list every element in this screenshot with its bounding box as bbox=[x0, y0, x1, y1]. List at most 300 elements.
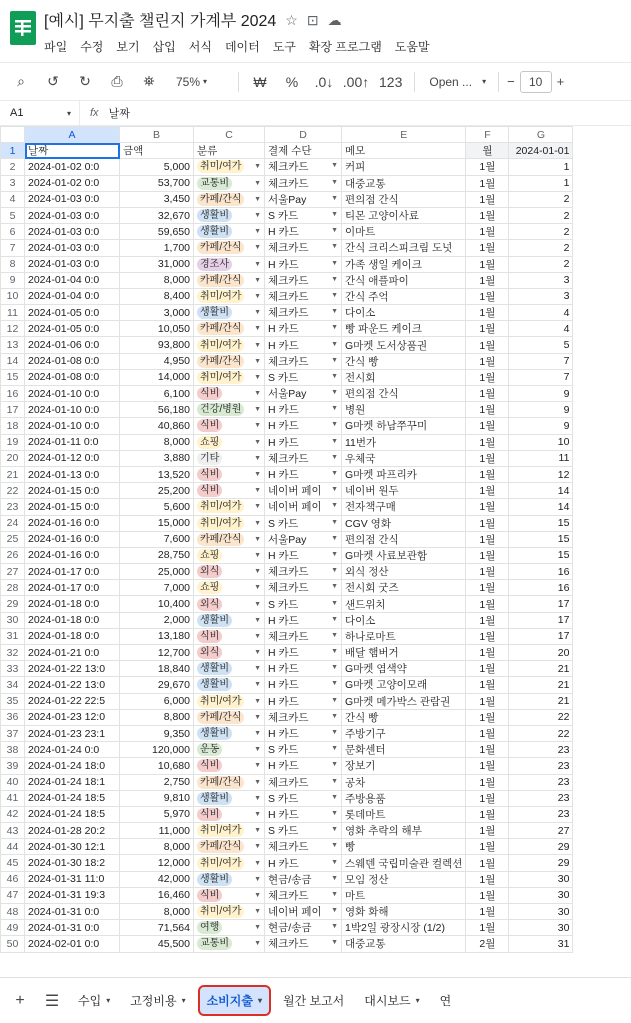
cell-date[interactable]: 2024-01-23 12:0 bbox=[25, 709, 120, 725]
cell-amount[interactable]: 25,000 bbox=[120, 564, 194, 580]
cell-memo[interactable]: G마켓 사료보관함 bbox=[342, 547, 466, 563]
cell-category[interactable] bbox=[194, 920, 265, 936]
cell-category[interactable] bbox=[194, 402, 265, 418]
row-header[interactable]: 17 bbox=[1, 402, 25, 418]
dropdown-arrow-icon[interactable]: ▼ bbox=[254, 730, 261, 738]
dropdown-arrow-icon[interactable]: ▼ bbox=[254, 163, 261, 171]
cell-memo[interactable]: 모임 정산 bbox=[342, 871, 466, 887]
cell-amount[interactable]: 1,700 bbox=[120, 240, 194, 256]
header-cell[interactable]: 메모 bbox=[342, 143, 466, 159]
table-row[interactable] bbox=[1, 272, 573, 288]
cell-category[interactable] bbox=[194, 207, 265, 223]
cell-memo[interactable]: 다이소 bbox=[342, 612, 466, 628]
row-header[interactable]: 25 bbox=[1, 531, 25, 547]
dropdown-arrow-icon[interactable]: ▼ bbox=[254, 616, 261, 624]
dropdown-arrow-icon[interactable]: ▼ bbox=[331, 340, 338, 348]
print-icon[interactable]: ⎙ bbox=[111, 73, 123, 89]
table-row[interactable] bbox=[1, 418, 573, 434]
cell-day[interactable]: 5 bbox=[509, 337, 573, 353]
dropdown-arrow-icon[interactable]: ▼ bbox=[254, 390, 261, 398]
cell-month[interactable]: 1월 bbox=[466, 564, 509, 580]
cell-date[interactable]: 2024-01-11 0:0 bbox=[25, 434, 120, 450]
cell-day[interactable]: 12 bbox=[509, 466, 573, 482]
dropdown-arrow-icon[interactable]: ▼ bbox=[254, 746, 261, 754]
cell-day[interactable]: 4 bbox=[509, 305, 573, 321]
cell-date[interactable]: 2024-01-24 18:0 bbox=[25, 758, 120, 774]
cell-payment-method[interactable] bbox=[265, 418, 342, 434]
cell-month[interactable]: 1월 bbox=[466, 434, 509, 450]
cell-memo[interactable]: CGV 영화 bbox=[342, 515, 466, 531]
cloud-status-icon[interactable]: ☁ bbox=[327, 11, 342, 28]
cell-payment-method[interactable] bbox=[265, 725, 342, 741]
cell-amount[interactable]: 5,600 bbox=[120, 499, 194, 515]
cell-day[interactable]: 1 bbox=[509, 159, 573, 175]
table-row[interactable] bbox=[1, 661, 573, 677]
row-header[interactable]: 15 bbox=[1, 369, 25, 385]
dropdown-arrow-icon[interactable]: ▼ bbox=[331, 437, 338, 445]
cell-amount[interactable]: 13,180 bbox=[120, 628, 194, 644]
cell-payment-method[interactable] bbox=[265, 483, 342, 499]
cell-memo[interactable]: G마켓 염색약 bbox=[342, 661, 466, 677]
row-header[interactable]: 5 bbox=[1, 207, 25, 223]
cell-amount[interactable]: 16,460 bbox=[120, 887, 194, 903]
cell-day[interactable]: 29 bbox=[509, 839, 573, 855]
chevron-down-icon[interactable]: ▾ bbox=[181, 996, 186, 1005]
cell-amount[interactable]: 9,810 bbox=[120, 790, 194, 806]
cell-date[interactable]: 2024-01-03 0:0 bbox=[25, 224, 120, 240]
dropdown-arrow-icon[interactable]: ▼ bbox=[331, 826, 338, 834]
cell-memo[interactable]: 네이버 원두 bbox=[342, 483, 466, 499]
cell-amount[interactable]: 9,350 bbox=[120, 725, 194, 741]
cell-date[interactable]: 2024-01-28 20:2 bbox=[25, 823, 120, 839]
table-row[interactable] bbox=[1, 434, 573, 450]
cell-amount[interactable]: 6,100 bbox=[120, 386, 194, 402]
cell-category[interactable] bbox=[194, 434, 265, 450]
cell-day[interactable]: 23 bbox=[509, 758, 573, 774]
dropdown-arrow-icon[interactable]: ▼ bbox=[331, 421, 338, 429]
cell-category[interactable] bbox=[194, 871, 265, 887]
dropdown-arrow-icon[interactable]: ▼ bbox=[254, 244, 261, 252]
cell-memo[interactable]: 영화 추락의 해부 bbox=[342, 823, 466, 839]
dropdown-arrow-icon[interactable]: ▼ bbox=[254, 794, 261, 802]
dropdown-arrow-icon[interactable]: ▼ bbox=[254, 535, 261, 543]
more-formats-button[interactable]: 123 bbox=[379, 73, 403, 90]
dropdown-arrow-icon[interactable]: ▼ bbox=[254, 357, 261, 365]
table-row[interactable] bbox=[1, 499, 573, 515]
table-row[interactable] bbox=[1, 515, 573, 531]
dropdown-arrow-icon[interactable]: ▼ bbox=[254, 341, 261, 349]
row-header[interactable]: 43 bbox=[1, 823, 25, 839]
increase-font-size-button[interactable]: + bbox=[556, 74, 565, 89]
dropdown-arrow-icon[interactable]: ▼ bbox=[331, 405, 338, 413]
cell-date[interactable]: 2024-01-03 0:0 bbox=[25, 207, 120, 223]
cell-date[interactable]: 2024-01-31 0:0 bbox=[25, 904, 120, 920]
dropdown-arrow-icon[interactable]: ▼ bbox=[331, 518, 338, 526]
cell-month[interactable]: 1월 bbox=[466, 920, 509, 936]
table-row[interactable] bbox=[1, 887, 573, 903]
cell-amount[interactable]: 120,000 bbox=[120, 742, 194, 758]
column-header-g[interactable]: G bbox=[509, 127, 573, 143]
cell-memo[interactable]: 간식 빵 bbox=[342, 709, 466, 725]
dropdown-arrow-icon[interactable]: ▼ bbox=[254, 940, 261, 948]
dropdown-arrow-icon[interactable]: ▼ bbox=[254, 810, 261, 818]
cell-category[interactable] bbox=[194, 305, 265, 321]
cell-payment-method[interactable] bbox=[265, 288, 342, 304]
cell-memo[interactable]: 스웨덴 국립미술관 컬렉션 bbox=[342, 855, 466, 871]
row-header[interactable]: 45 bbox=[1, 855, 25, 871]
dropdown-arrow-icon[interactable]: ▼ bbox=[331, 842, 338, 850]
dropdown-arrow-icon[interactable]: ▼ bbox=[254, 406, 261, 414]
dropdown-arrow-icon[interactable]: ▼ bbox=[331, 162, 338, 170]
dropdown-arrow-icon[interactable]: ▼ bbox=[331, 372, 338, 380]
cell-payment-method[interactable] bbox=[265, 580, 342, 596]
dropdown-arrow-icon[interactable]: ▼ bbox=[254, 713, 261, 721]
cell-memo[interactable]: 외식 정산 bbox=[342, 564, 466, 580]
cell-memo[interactable]: 공차 bbox=[342, 774, 466, 790]
cell-month[interactable]: 1월 bbox=[466, 547, 509, 563]
table-row[interactable] bbox=[1, 806, 573, 822]
row-header[interactable]: 9 bbox=[1, 272, 25, 288]
table-row[interactable] bbox=[1, 547, 573, 563]
cell-category[interactable] bbox=[194, 531, 265, 547]
dropdown-arrow-icon[interactable]: ▼ bbox=[254, 373, 261, 381]
cell-memo[interactable]: 티몬 고양이사료 bbox=[342, 207, 466, 223]
sheet-tab-dashboard[interactable] bbox=[356, 986, 427, 1015]
dropdown-arrow-icon[interactable]: ▼ bbox=[331, 745, 338, 753]
cell-month[interactable]: 1월 bbox=[466, 466, 509, 482]
cell-month[interactable]: 1월 bbox=[466, 224, 509, 240]
search-icon[interactable]: ⌕ bbox=[17, 73, 25, 89]
cell-month[interactable]: 1월 bbox=[466, 612, 509, 628]
dropdown-arrow-icon[interactable]: ▼ bbox=[331, 874, 338, 882]
dropdown-arrow-icon[interactable]: ▼ bbox=[331, 567, 338, 575]
row-header[interactable]: 8 bbox=[1, 256, 25, 272]
cell-day[interactable]: 14 bbox=[509, 483, 573, 499]
table-row[interactable] bbox=[1, 321, 573, 337]
dropdown-arrow-icon[interactable]: ▼ bbox=[254, 519, 261, 527]
row-header[interactable]: 11 bbox=[1, 305, 25, 321]
row-header[interactable]: 39 bbox=[1, 758, 25, 774]
cell-category[interactable] bbox=[194, 580, 265, 596]
cell-month[interactable]: 1월 bbox=[466, 677, 509, 693]
table-row[interactable] bbox=[1, 612, 573, 628]
dropdown-arrow-icon[interactable]: ▼ bbox=[254, 778, 261, 786]
column-header-d[interactable]: D bbox=[265, 127, 342, 143]
cell-memo[interactable]: 전자책구매 bbox=[342, 499, 466, 515]
cell-memo[interactable]: 영화 화해 bbox=[342, 904, 466, 920]
add-sheet-icon[interactable]: + bbox=[15, 991, 25, 1009]
row-header[interactable]: 33 bbox=[1, 661, 25, 677]
dropdown-arrow-icon[interactable]: ▼ bbox=[254, 584, 261, 592]
cell-date[interactable]: 2024-01-31 0:0 bbox=[25, 920, 120, 936]
dropdown-arrow-icon[interactable]: ▼ bbox=[254, 471, 261, 479]
dropdown-arrow-icon[interactable]: ▼ bbox=[254, 438, 261, 446]
column-header-a[interactable]: A bbox=[25, 127, 120, 143]
cell-payment-method[interactable] bbox=[265, 369, 342, 385]
cell-payment-method[interactable] bbox=[265, 434, 342, 450]
row-header[interactable]: 19 bbox=[1, 434, 25, 450]
cell-date[interactable]: 2024-01-16 0:0 bbox=[25, 547, 120, 563]
cell-day[interactable]: 7 bbox=[509, 369, 573, 385]
dropdown-arrow-icon[interactable]: ▼ bbox=[331, 275, 338, 283]
cell-date[interactable]: 2024-01-16 0:0 bbox=[25, 531, 120, 547]
dropdown-arrow-icon[interactable]: ▼ bbox=[331, 648, 338, 656]
cell-category[interactable] bbox=[194, 353, 265, 369]
cell-memo[interactable]: G마켓 메가박스 관람권 bbox=[342, 693, 466, 709]
table-row[interactable] bbox=[1, 207, 573, 223]
cell-date[interactable]: 2024-01-30 12:1 bbox=[25, 839, 120, 855]
row-header[interactable]: 6 bbox=[1, 224, 25, 240]
dropdown-arrow-icon[interactable]: ▼ bbox=[254, 924, 261, 932]
row-header[interactable]: 36 bbox=[1, 709, 25, 725]
table-row[interactable] bbox=[1, 305, 573, 321]
cell-day[interactable]: 3 bbox=[509, 272, 573, 288]
cell-category[interactable] bbox=[194, 709, 265, 725]
cell-category[interactable] bbox=[194, 774, 265, 790]
dropdown-arrow-icon[interactable]: ▼ bbox=[331, 631, 338, 639]
cell-day[interactable]: 1 bbox=[509, 175, 573, 191]
menu-insert[interactable]: 삽입 bbox=[152, 40, 176, 54]
cell-day[interactable]: 3 bbox=[509, 288, 573, 304]
cell-memo[interactable]: 1박2일 광장시장 (1/2) bbox=[342, 920, 466, 936]
table-row[interactable] bbox=[1, 628, 573, 644]
dropdown-arrow-icon[interactable]: ▼ bbox=[254, 454, 261, 462]
cell-month[interactable]: 1월 bbox=[466, 483, 509, 499]
all-sheets-icon[interactable]: ☰ bbox=[44, 992, 60, 1010]
cell-memo[interactable]: G마켓 파프리카 bbox=[342, 466, 466, 482]
dropdown-arrow-icon[interactable]: ▼ bbox=[254, 665, 261, 673]
row-header[interactable]: 3 bbox=[1, 175, 25, 191]
cell-amount[interactable]: 13,520 bbox=[120, 466, 194, 482]
cell-category[interactable] bbox=[194, 272, 265, 288]
dropdown-arrow-icon[interactable]: ▼ bbox=[331, 907, 338, 915]
cell-category[interactable] bbox=[194, 369, 265, 385]
cell-category[interactable] bbox=[194, 483, 265, 499]
currency-format-icon[interactable]: ₩ bbox=[253, 73, 267, 90]
cell-category[interactable] bbox=[194, 839, 265, 855]
cell-day[interactable]: 9 bbox=[509, 402, 573, 418]
cell-payment-method[interactable] bbox=[265, 305, 342, 321]
cell-amount[interactable]: 6,000 bbox=[120, 693, 194, 709]
cell-category[interactable] bbox=[194, 661, 265, 677]
cell-day[interactable]: 22 bbox=[509, 709, 573, 725]
dropdown-arrow-icon[interactable]: ▼ bbox=[254, 276, 261, 284]
cell-amount[interactable]: 3,880 bbox=[120, 450, 194, 466]
table-row[interactable] bbox=[1, 580, 573, 596]
cell-day[interactable]: 7 bbox=[509, 353, 573, 369]
cell-day[interactable]: 2 bbox=[509, 240, 573, 256]
cell-payment-method[interactable] bbox=[265, 272, 342, 288]
table-row[interactable] bbox=[1, 337, 573, 353]
cell-amount[interactable]: 8,000 bbox=[120, 272, 194, 288]
cell-memo[interactable]: 11번가 bbox=[342, 434, 466, 450]
table-row[interactable] bbox=[1, 224, 573, 240]
dropdown-arrow-icon[interactable]: ▼ bbox=[254, 827, 261, 835]
cell-month[interactable]: 1월 bbox=[466, 580, 509, 596]
cell-category[interactable] bbox=[194, 159, 265, 175]
decrease-decimal-icon[interactable]: .0↓ bbox=[314, 73, 334, 90]
dropdown-arrow-icon[interactable]: ▼ bbox=[254, 762, 261, 770]
dropdown-arrow-icon[interactable]: ▼ bbox=[331, 534, 338, 542]
sheet-tab-monthly-report[interactable] bbox=[275, 986, 352, 1015]
cell-amount[interactable]: 25,200 bbox=[120, 483, 194, 499]
row-header[interactable]: 50 bbox=[1, 936, 25, 952]
cell-category[interactable] bbox=[194, 224, 265, 240]
cell-amount[interactable]: 10,050 bbox=[120, 321, 194, 337]
cell-payment-method[interactable] bbox=[265, 466, 342, 482]
cell-day[interactable]: 21 bbox=[509, 693, 573, 709]
dropdown-arrow-icon[interactable]: ▼ bbox=[331, 356, 338, 364]
row-header[interactable]: 24 bbox=[1, 515, 25, 531]
table-row[interactable] bbox=[1, 855, 573, 871]
cell-amount[interactable]: 93,800 bbox=[120, 337, 194, 353]
dropdown-arrow-icon[interactable]: ▼ bbox=[331, 615, 338, 623]
cell-memo[interactable]: 문화센터 bbox=[342, 742, 466, 758]
header-cell[interactable]: 월 bbox=[466, 143, 509, 159]
table-row[interactable] bbox=[1, 466, 573, 482]
dropdown-arrow-icon[interactable]: ▼ bbox=[254, 697, 261, 705]
cell-month[interactable]: 1월 bbox=[466, 272, 509, 288]
cell-payment-method[interactable] bbox=[265, 499, 342, 515]
dropdown-arrow-icon[interactable]: ▼ bbox=[331, 227, 338, 235]
table-row[interactable] bbox=[1, 175, 573, 191]
dropdown-arrow-icon[interactable]: ▼ bbox=[331, 389, 338, 397]
cell-month[interactable]: 1월 bbox=[466, 725, 509, 741]
cell-day[interactable]: 9 bbox=[509, 418, 573, 434]
cell-date[interactable]: 2024-01-18 0:0 bbox=[25, 612, 120, 628]
cell-payment-method[interactable] bbox=[265, 645, 342, 661]
dropdown-arrow-icon[interactable]: ▼ bbox=[331, 939, 338, 947]
column-header-b[interactable]: B bbox=[120, 127, 194, 143]
cell-memo[interactable]: 간식 크리스피크림 도넛 bbox=[342, 240, 466, 256]
cell-category[interactable] bbox=[194, 645, 265, 661]
star-icon[interactable]: ☆ bbox=[285, 11, 298, 28]
cell-amount[interactable]: 12,700 bbox=[120, 645, 194, 661]
dropdown-arrow-icon[interactable]: ▼ bbox=[331, 890, 338, 898]
cell-memo[interactable]: 우체국 bbox=[342, 450, 466, 466]
cell-day[interactable]: 30 bbox=[509, 887, 573, 903]
cell-amount[interactable]: 2,000 bbox=[120, 612, 194, 628]
dropdown-arrow-icon[interactable]: ▼ bbox=[331, 599, 338, 607]
cell-day[interactable]: 29 bbox=[509, 855, 573, 871]
cell-amount[interactable]: 3,450 bbox=[120, 191, 194, 207]
cell-payment-method[interactable] bbox=[265, 839, 342, 855]
table-row[interactable] bbox=[1, 596, 573, 612]
spreadsheet-grid[interactable] bbox=[0, 126, 631, 972]
sheet-tab-year[interactable] bbox=[432, 986, 460, 1015]
cell-category[interactable] bbox=[194, 386, 265, 402]
cell-month[interactable]: 1월 bbox=[466, 353, 509, 369]
table-row[interactable] bbox=[1, 693, 573, 709]
table-row[interactable] bbox=[1, 240, 573, 256]
cell-category[interactable] bbox=[194, 288, 265, 304]
decrease-font-size-button[interactable]: − bbox=[507, 74, 515, 89]
row-header[interactable]: 31 bbox=[1, 628, 25, 644]
cell-category[interactable] bbox=[194, 806, 265, 822]
cell-month[interactable]: 1월 bbox=[466, 531, 509, 547]
table-row[interactable] bbox=[1, 450, 573, 466]
cell-payment-method[interactable] bbox=[265, 742, 342, 758]
table-row[interactable] bbox=[1, 191, 573, 207]
cell-amount[interactable]: 45,500 bbox=[120, 936, 194, 952]
cell-category[interactable] bbox=[194, 596, 265, 612]
cell-month[interactable]: 1월 bbox=[466, 305, 509, 321]
cell-day[interactable]: 23 bbox=[509, 774, 573, 790]
cell-amount[interactable]: 3,000 bbox=[120, 305, 194, 321]
table-row[interactable] bbox=[1, 353, 573, 369]
dropdown-arrow-icon[interactable]: ▼ bbox=[254, 551, 261, 559]
cell-date[interactable]: 2024-01-24 18:5 bbox=[25, 790, 120, 806]
cell-day[interactable]: 9 bbox=[509, 386, 573, 402]
cell-memo[interactable]: 커피 bbox=[342, 159, 466, 175]
cell-memo[interactable]: 빵 파운드 케이크 bbox=[342, 321, 466, 337]
dropdown-arrow-icon[interactable]: ▼ bbox=[331, 259, 338, 267]
table-row[interactable] bbox=[1, 936, 573, 952]
header-cell[interactable]: 결제 수단 bbox=[265, 143, 342, 159]
cell-payment-method[interactable] bbox=[265, 159, 342, 175]
cell-day[interactable]: 16 bbox=[509, 564, 573, 580]
sheet-tab-spending[interactable] bbox=[198, 985, 271, 1016]
dropdown-arrow-icon[interactable]: ▼ bbox=[331, 194, 338, 202]
cell-memo[interactable]: 빵 bbox=[342, 839, 466, 855]
column-header-e[interactable]: E bbox=[342, 127, 466, 143]
cell-memo[interactable]: 주방용품 bbox=[342, 790, 466, 806]
row-header[interactable]: 28 bbox=[1, 580, 25, 596]
cell-category[interactable] bbox=[194, 823, 265, 839]
cell-month[interactable]: 1월 bbox=[466, 321, 509, 337]
cell-date[interactable]: 2024-01-30 18:2 bbox=[25, 855, 120, 871]
undo-icon[interactable]: ↺ bbox=[47, 73, 59, 89]
cell-amount[interactable]: 8,000 bbox=[120, 904, 194, 920]
cell-amount[interactable]: 7,600 bbox=[120, 531, 194, 547]
cell-memo[interactable]: 주방기구 bbox=[342, 725, 466, 741]
cell-month[interactable]: 1월 bbox=[466, 369, 509, 385]
cell-date[interactable]: 2024-01-24 0:0 bbox=[25, 742, 120, 758]
cell-category[interactable] bbox=[194, 547, 265, 563]
font-size-input[interactable]: 10 bbox=[520, 71, 552, 93]
cell-amount[interactable]: 71,564 bbox=[120, 920, 194, 936]
cell-date[interactable]: 2024-01-04 0:0 bbox=[25, 288, 120, 304]
row-header[interactable]: 34 bbox=[1, 677, 25, 693]
cell-amount[interactable]: 11,000 bbox=[120, 823, 194, 839]
increase-decimal-icon[interactable]: .00↑ bbox=[342, 73, 370, 90]
table-row[interactable] bbox=[1, 774, 573, 790]
cell-memo[interactable]: 병원 bbox=[342, 402, 466, 418]
cell-month[interactable]: 1월 bbox=[466, 191, 509, 207]
menu-help[interactable]: 도움말 bbox=[394, 40, 430, 54]
cell-day[interactable]: 17 bbox=[509, 612, 573, 628]
row-header[interactable]: 20 bbox=[1, 450, 25, 466]
cell-day[interactable]: 22 bbox=[509, 725, 573, 741]
cell-date[interactable]: 2024-01-04 0:0 bbox=[25, 272, 120, 288]
dropdown-arrow-icon[interactable]: ▼ bbox=[331, 583, 338, 591]
paint-format-icon[interactable]: ⛯ bbox=[143, 73, 155, 89]
cell-category[interactable] bbox=[194, 742, 265, 758]
table-row[interactable] bbox=[1, 758, 573, 774]
table-row[interactable] bbox=[1, 904, 573, 920]
cell-day[interactable]: 14 bbox=[509, 499, 573, 515]
menu-tools[interactable]: 도구 bbox=[272, 40, 296, 54]
cell-day[interactable]: 23 bbox=[509, 790, 573, 806]
cell-month[interactable]: 1월 bbox=[466, 515, 509, 531]
dropdown-arrow-icon[interactable]: ▼ bbox=[254, 891, 261, 899]
cell-payment-method[interactable] bbox=[265, 677, 342, 693]
cell-amount[interactable]: 40,860 bbox=[120, 418, 194, 434]
row-header[interactable]: 49 bbox=[1, 920, 25, 936]
cell-payment-method[interactable] bbox=[265, 887, 342, 903]
cell-date[interactable]: 2024-01-08 0:0 bbox=[25, 353, 120, 369]
dropdown-arrow-icon[interactable]: ▼ bbox=[331, 809, 338, 817]
